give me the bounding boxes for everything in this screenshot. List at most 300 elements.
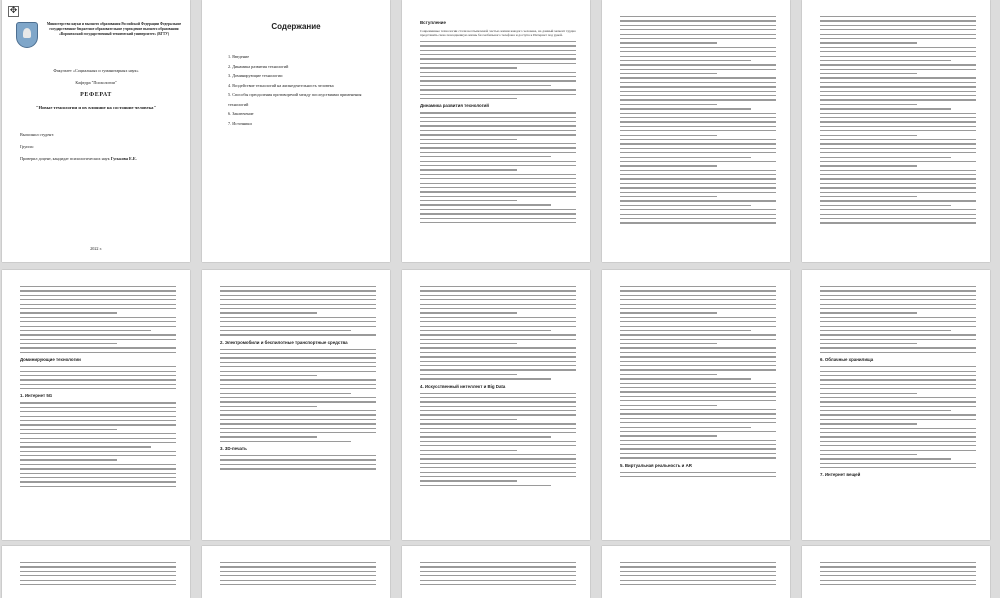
text-line [420, 222, 576, 223]
year: 2022 г. [90, 246, 102, 252]
text-line [20, 304, 176, 305]
text-line [420, 334, 576, 335]
text-line [420, 566, 576, 567]
text-line [420, 76, 576, 77]
text-line [620, 427, 751, 428]
text-line [20, 477, 176, 478]
text-line [820, 121, 976, 122]
text-line [620, 286, 776, 287]
text-line [220, 317, 376, 318]
text-line [820, 29, 976, 30]
text-line [220, 584, 376, 585]
text-line [20, 339, 176, 340]
text-line [420, 174, 576, 175]
text-line [820, 450, 976, 451]
text-line [620, 82, 776, 83]
section-heading: 7. Интернет вещей [820, 472, 861, 478]
text-line [820, 170, 976, 171]
text-line [420, 204, 551, 205]
text-block [220, 562, 376, 585]
text-line [620, 339, 776, 340]
text-line [420, 80, 576, 81]
text-line [220, 384, 376, 385]
page-content [420, 286, 576, 489]
text-line [420, 463, 576, 464]
text-line [420, 213, 576, 214]
text-line [620, 16, 776, 17]
page-thumbnail[interactable] [402, 0, 590, 262]
text-line [820, 441, 976, 442]
text-line [820, 60, 951, 61]
text-line [20, 326, 176, 327]
text-line [820, 406, 976, 407]
text-line [820, 77, 976, 78]
page-thumbnail[interactable] [602, 546, 790, 598]
text-line [820, 56, 976, 57]
text-block [20, 366, 176, 389]
text-line [20, 566, 176, 567]
text-line [620, 472, 776, 473]
text-line [620, 571, 776, 572]
text-line [220, 349, 376, 350]
text-line [220, 393, 351, 394]
text-line [420, 312, 517, 313]
text-line [420, 374, 517, 375]
text-line [620, 413, 776, 414]
text-line [820, 222, 976, 223]
page-thumbnail[interactable] [202, 546, 390, 598]
checked-by [20, 156, 180, 162]
text-line [820, 463, 976, 464]
text-line [20, 330, 151, 331]
text-line [820, 562, 976, 563]
text-line [420, 121, 576, 122]
text-line [420, 187, 576, 188]
text-block [220, 286, 376, 336]
text-block [420, 41, 576, 99]
text-line [620, 435, 717, 436]
text-line [620, 25, 776, 26]
text-line [20, 464, 176, 465]
text-line [620, 317, 776, 318]
text-line [620, 192, 776, 193]
text-line [620, 562, 776, 563]
text-line [420, 112, 576, 113]
text-line [220, 464, 376, 465]
text-line [620, 51, 776, 52]
text-line [420, 428, 576, 429]
faculty-name: Факультет «Социальных и гуманитарных наук» [53, 68, 139, 73]
text-line [820, 454, 917, 455]
text-line [820, 304, 976, 305]
text-line [220, 371, 376, 372]
text-line [620, 476, 776, 477]
text-line [20, 308, 176, 309]
text-line [20, 411, 176, 412]
page-thumbnail[interactable] [402, 546, 590, 598]
text-line [620, 108, 751, 109]
text-line [420, 183, 576, 184]
text-line [20, 366, 176, 367]
text-line [20, 481, 176, 482]
text-line [220, 414, 376, 415]
text-line [420, 304, 576, 305]
text-line [620, 113, 776, 114]
text-line [220, 353, 376, 354]
text-line [220, 312, 317, 313]
text-line [620, 183, 776, 184]
text-line [620, 440, 776, 441]
text-block [20, 402, 176, 487]
text-line [820, 584, 976, 585]
text-line [820, 312, 917, 313]
text-line [620, 391, 776, 392]
text-line [820, 20, 976, 21]
text-line [620, 196, 717, 197]
title-page [2, 0, 190, 262]
toc-item[interactable]: 1. Введение [228, 54, 250, 59]
text-line [620, 47, 776, 48]
text-line [620, 387, 776, 388]
page-content [420, 16, 576, 226]
text-line [620, 361, 776, 362]
text-line [820, 343, 917, 344]
text-line [420, 343, 517, 344]
page-content [820, 562, 976, 588]
text-line [820, 82, 976, 83]
text-line [820, 571, 976, 572]
university-emblem-icon [16, 22, 38, 48]
text-line [220, 428, 376, 429]
text-line [20, 352, 176, 353]
text-line [420, 196, 576, 197]
paragraph: Современные технологии стали неотъемлемой частью жизни каждого человека, на данный момент трудно представить свою повседневную жизнь без мобильного телефона и доступа к Интернет под рукой. [420, 29, 576, 38]
text-line [820, 339, 976, 340]
text-line [20, 473, 176, 474]
text-line [20, 312, 117, 313]
text-line [420, 397, 576, 398]
text-line [620, 575, 776, 576]
text-line [420, 575, 576, 576]
text-line [420, 330, 551, 331]
text-line [220, 366, 376, 367]
text-line [220, 436, 317, 437]
text-line [420, 125, 576, 126]
text-line [620, 453, 776, 454]
page-thumbnail[interactable] [802, 270, 990, 540]
text-line [820, 423, 917, 424]
page-thumbnail[interactable] [802, 546, 990, 598]
text-line [20, 416, 176, 417]
text-line [420, 139, 517, 140]
text-line [220, 357, 376, 358]
text-line [420, 485, 551, 486]
text-line [620, 369, 776, 370]
toc-list [228, 52, 376, 128]
text-line [820, 104, 917, 105]
text-line [220, 362, 376, 363]
page-content [820, 286, 976, 481]
text-line [820, 42, 917, 43]
text-line [620, 135, 717, 136]
text-line [620, 444, 776, 445]
toc-item[interactable]: 3. Доминирующие технологии [228, 73, 283, 78]
text-line [420, 169, 517, 170]
text-line [620, 400, 776, 401]
text-line [820, 152, 976, 153]
text-line [220, 566, 376, 567]
page-content [220, 562, 376, 588]
text-line [420, 58, 576, 59]
text-line [820, 16, 976, 17]
text-block [220, 455, 376, 469]
text-line [620, 347, 776, 348]
text-line [620, 117, 776, 118]
text-line [620, 308, 776, 309]
text-line [620, 34, 776, 35]
toc-item[interactable]: 2. Динамика развития технологий [228, 63, 289, 69]
text-line [820, 209, 976, 210]
text-line [220, 334, 376, 335]
text-line [420, 191, 576, 192]
text-line [820, 414, 976, 415]
text-line [420, 423, 576, 424]
page-content [420, 562, 576, 588]
text-block [20, 286, 176, 353]
text-line [420, 378, 551, 379]
text-line [220, 295, 376, 296]
text-line [620, 334, 776, 335]
done-by-label: Выполнил студент: [20, 132, 55, 137]
text-line [820, 375, 976, 376]
text-line [620, 418, 776, 419]
text-line [220, 286, 376, 287]
text-line [220, 423, 376, 424]
toc-item[interactable]: 6. Заключение [228, 111, 254, 116]
text-line [620, 161, 776, 162]
text-block [820, 286, 976, 353]
text-line [20, 446, 151, 447]
text-line [820, 290, 976, 291]
toc-item[interactable]: 4. Воздействие технологий на жизнедеятельность человека [228, 82, 334, 88]
document-title: "Новые технологии и их влияние на состояние человека" [35, 105, 156, 110]
text-line [420, 143, 576, 144]
text-line [420, 580, 576, 581]
text-line [20, 384, 176, 385]
text-line [20, 379, 176, 380]
text-line [620, 584, 776, 585]
text-line [20, 299, 176, 300]
toc-item[interactable]: 7. Источники [228, 120, 252, 126]
text-line [820, 467, 976, 468]
text-line [420, 436, 551, 437]
text-line [20, 286, 176, 287]
text-line [820, 108, 951, 109]
text-line [20, 402, 176, 403]
text-line [420, 117, 576, 118]
page-thumbnail[interactable] [402, 270, 590, 540]
text-line [620, 165, 717, 166]
text-line [420, 445, 576, 446]
text-line [820, 575, 976, 576]
toc-item[interactable]: 5. Способы преодоления противоречий между последствиями применения технологий [228, 92, 362, 107]
text-line [820, 51, 976, 52]
text-line [420, 347, 576, 348]
text-line [20, 371, 176, 372]
page-thumbnail[interactable] [602, 270, 790, 540]
text-line [820, 299, 976, 300]
text-line [820, 148, 976, 149]
text-line [420, 571, 576, 572]
text-line [620, 422, 776, 423]
text-line [820, 371, 976, 372]
text-line [820, 330, 951, 331]
page-thumbnail[interactable] [2, 270, 190, 540]
text-line [420, 147, 576, 148]
text-line [20, 347, 176, 348]
text-line [620, 405, 717, 406]
text-line [620, 187, 776, 188]
move-handle-icon[interactable]: ✥ [9, 6, 18, 16]
text-line [220, 330, 351, 331]
text-line [420, 54, 576, 55]
text-line [620, 312, 717, 313]
text-line [420, 352, 576, 353]
text-line [620, 299, 776, 300]
text-block [420, 112, 576, 223]
text-line [20, 343, 117, 344]
text-line [820, 218, 976, 219]
text-line [220, 388, 376, 389]
page-thumbnail[interactable] [802, 0, 990, 262]
text-line [20, 321, 176, 322]
text-block [620, 16, 776, 224]
text-line [820, 393, 917, 394]
text-block [420, 393, 576, 487]
text-line [620, 457, 776, 458]
text-line [420, 295, 576, 296]
text-line [820, 214, 976, 215]
section-heading: 3. 3D-печать [220, 446, 247, 452]
text-line [220, 308, 376, 309]
text-line [20, 571, 176, 572]
text-line [20, 334, 176, 335]
text-line [620, 42, 717, 43]
text-line [420, 393, 576, 394]
text-line [620, 148, 776, 149]
text-line [220, 410, 376, 411]
text-line [20, 584, 176, 585]
text-line [820, 99, 976, 100]
text-line [620, 126, 776, 127]
section-heading: Доминирующие технологии [20, 357, 81, 363]
text-line [820, 113, 976, 114]
text-line [420, 476, 576, 477]
text-line [20, 433, 176, 434]
text-block [420, 562, 576, 585]
text-line [420, 401, 576, 402]
text-line [620, 130, 776, 131]
page-thumbnail[interactable] [602, 0, 790, 262]
text-line [820, 445, 976, 446]
text-line [420, 89, 576, 90]
text-line [620, 60, 751, 61]
text-line [220, 326, 376, 327]
text-line [420, 85, 551, 86]
section-heading: 4. Искусственный интеллект и Big Data [420, 383, 506, 389]
text-line [620, 356, 776, 357]
text-line [420, 472, 576, 473]
text-line [820, 126, 976, 127]
page-thumbnail[interactable] [202, 270, 390, 540]
text-line [420, 467, 576, 468]
text-line [620, 321, 776, 322]
text-line [620, 121, 776, 122]
text-line [820, 410, 951, 411]
text-line [420, 72, 576, 73]
text-line [20, 290, 176, 291]
text-line [820, 321, 976, 322]
text-line [220, 379, 376, 380]
text-line [220, 419, 376, 420]
toc-title: Содержание [271, 22, 321, 31]
text-line [420, 152, 576, 153]
text-line [820, 25, 976, 26]
text-line [820, 130, 976, 131]
text-line [620, 566, 776, 567]
text-line [220, 299, 376, 300]
text-line [820, 436, 976, 437]
text-line [820, 566, 976, 567]
text-line [620, 143, 776, 144]
page-content [220, 286, 376, 473]
text-line [420, 45, 576, 46]
text-line [620, 326, 776, 327]
text-line [820, 334, 976, 335]
text-line [20, 438, 176, 439]
text-line [820, 86, 976, 87]
text-line [820, 161, 976, 162]
text-line [620, 64, 776, 65]
text-line [20, 420, 176, 421]
text-line [620, 383, 776, 384]
text-line [820, 384, 976, 385]
text-line [820, 174, 976, 175]
text-line [620, 95, 776, 96]
text-line [420, 41, 576, 42]
text-line [820, 388, 976, 389]
text-line [820, 401, 976, 402]
text-line [20, 295, 176, 296]
text-line [420, 178, 576, 179]
text-line [420, 339, 576, 340]
text-line [220, 321, 376, 322]
text-line [220, 432, 376, 433]
text-line [420, 94, 576, 95]
text-line [620, 20, 776, 21]
text-line [420, 361, 576, 362]
text-line [420, 218, 576, 219]
text-line [820, 317, 976, 318]
text-line [420, 562, 576, 563]
text-block [820, 16, 976, 224]
text-line [620, 178, 776, 179]
page-thumbnail[interactable] [2, 546, 190, 598]
text-line [820, 308, 976, 309]
text-line [220, 459, 376, 460]
toc-page [202, 0, 390, 262]
text-line [620, 99, 776, 100]
